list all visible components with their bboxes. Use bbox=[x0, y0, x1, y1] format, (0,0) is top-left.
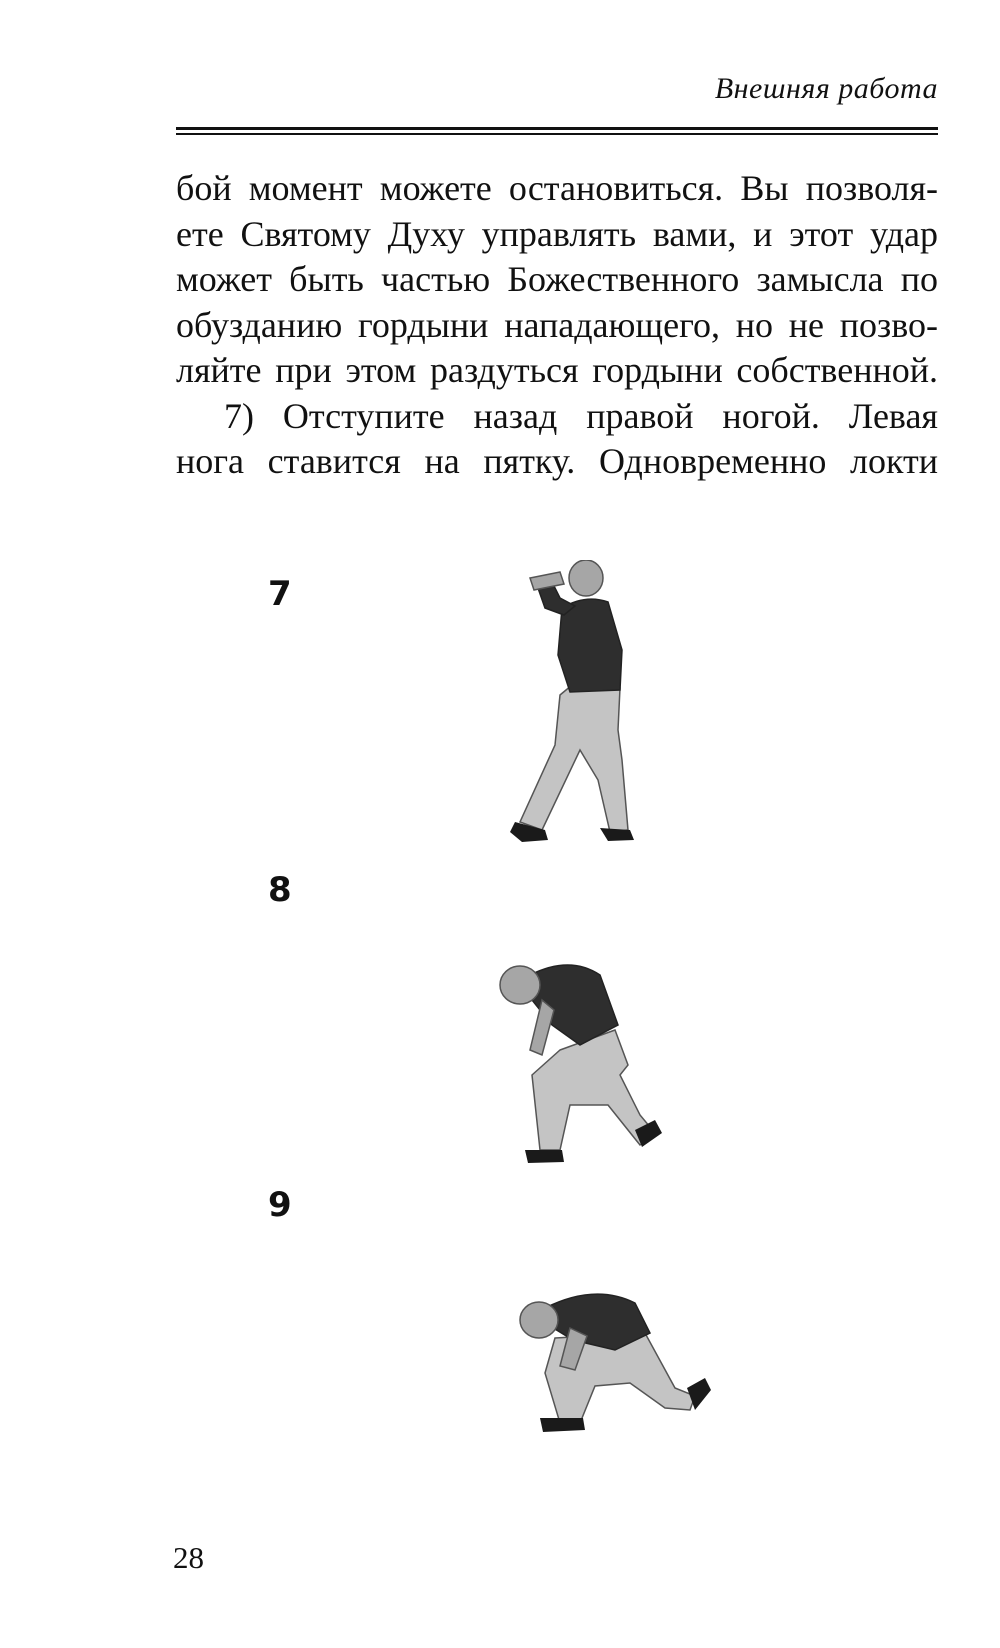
figure-9-label: 9 bbox=[268, 1185, 292, 1225]
header-rule-thick bbox=[176, 127, 938, 130]
figure-8-label: 8 bbox=[268, 870, 292, 910]
text-line: ляйте при этом раздуться гордыни собственной. bbox=[176, 350, 938, 390]
header-rule-thin bbox=[176, 133, 938, 135]
figure-8-illustration bbox=[490, 955, 680, 1185]
text-line: ете Святому Духу управлять вами, и этот удар bbox=[176, 213, 938, 254]
figure-7-label: 7 bbox=[268, 574, 292, 614]
text-line: обузданию гордыни нападающего, но не позво- bbox=[176, 304, 938, 345]
page-number: 28 bbox=[173, 1540, 204, 1575]
running-header: Внешняя работа bbox=[714, 72, 938, 105]
text-line: нога ставится на пятку. Одновременно локти bbox=[176, 441, 938, 481]
text-line: бой момент можете остановиться. Вы позволя- bbox=[176, 168, 938, 208]
text-line: 7) Отступите назад правой ногой. Левая bbox=[224, 395, 938, 436]
figure-7-illustration bbox=[500, 560, 670, 890]
body-text bbox=[176, 166, 938, 485]
text-line: может быть частью Божественного замысла по bbox=[176, 259, 938, 299]
figure-9-illustration bbox=[515, 1278, 725, 1448]
